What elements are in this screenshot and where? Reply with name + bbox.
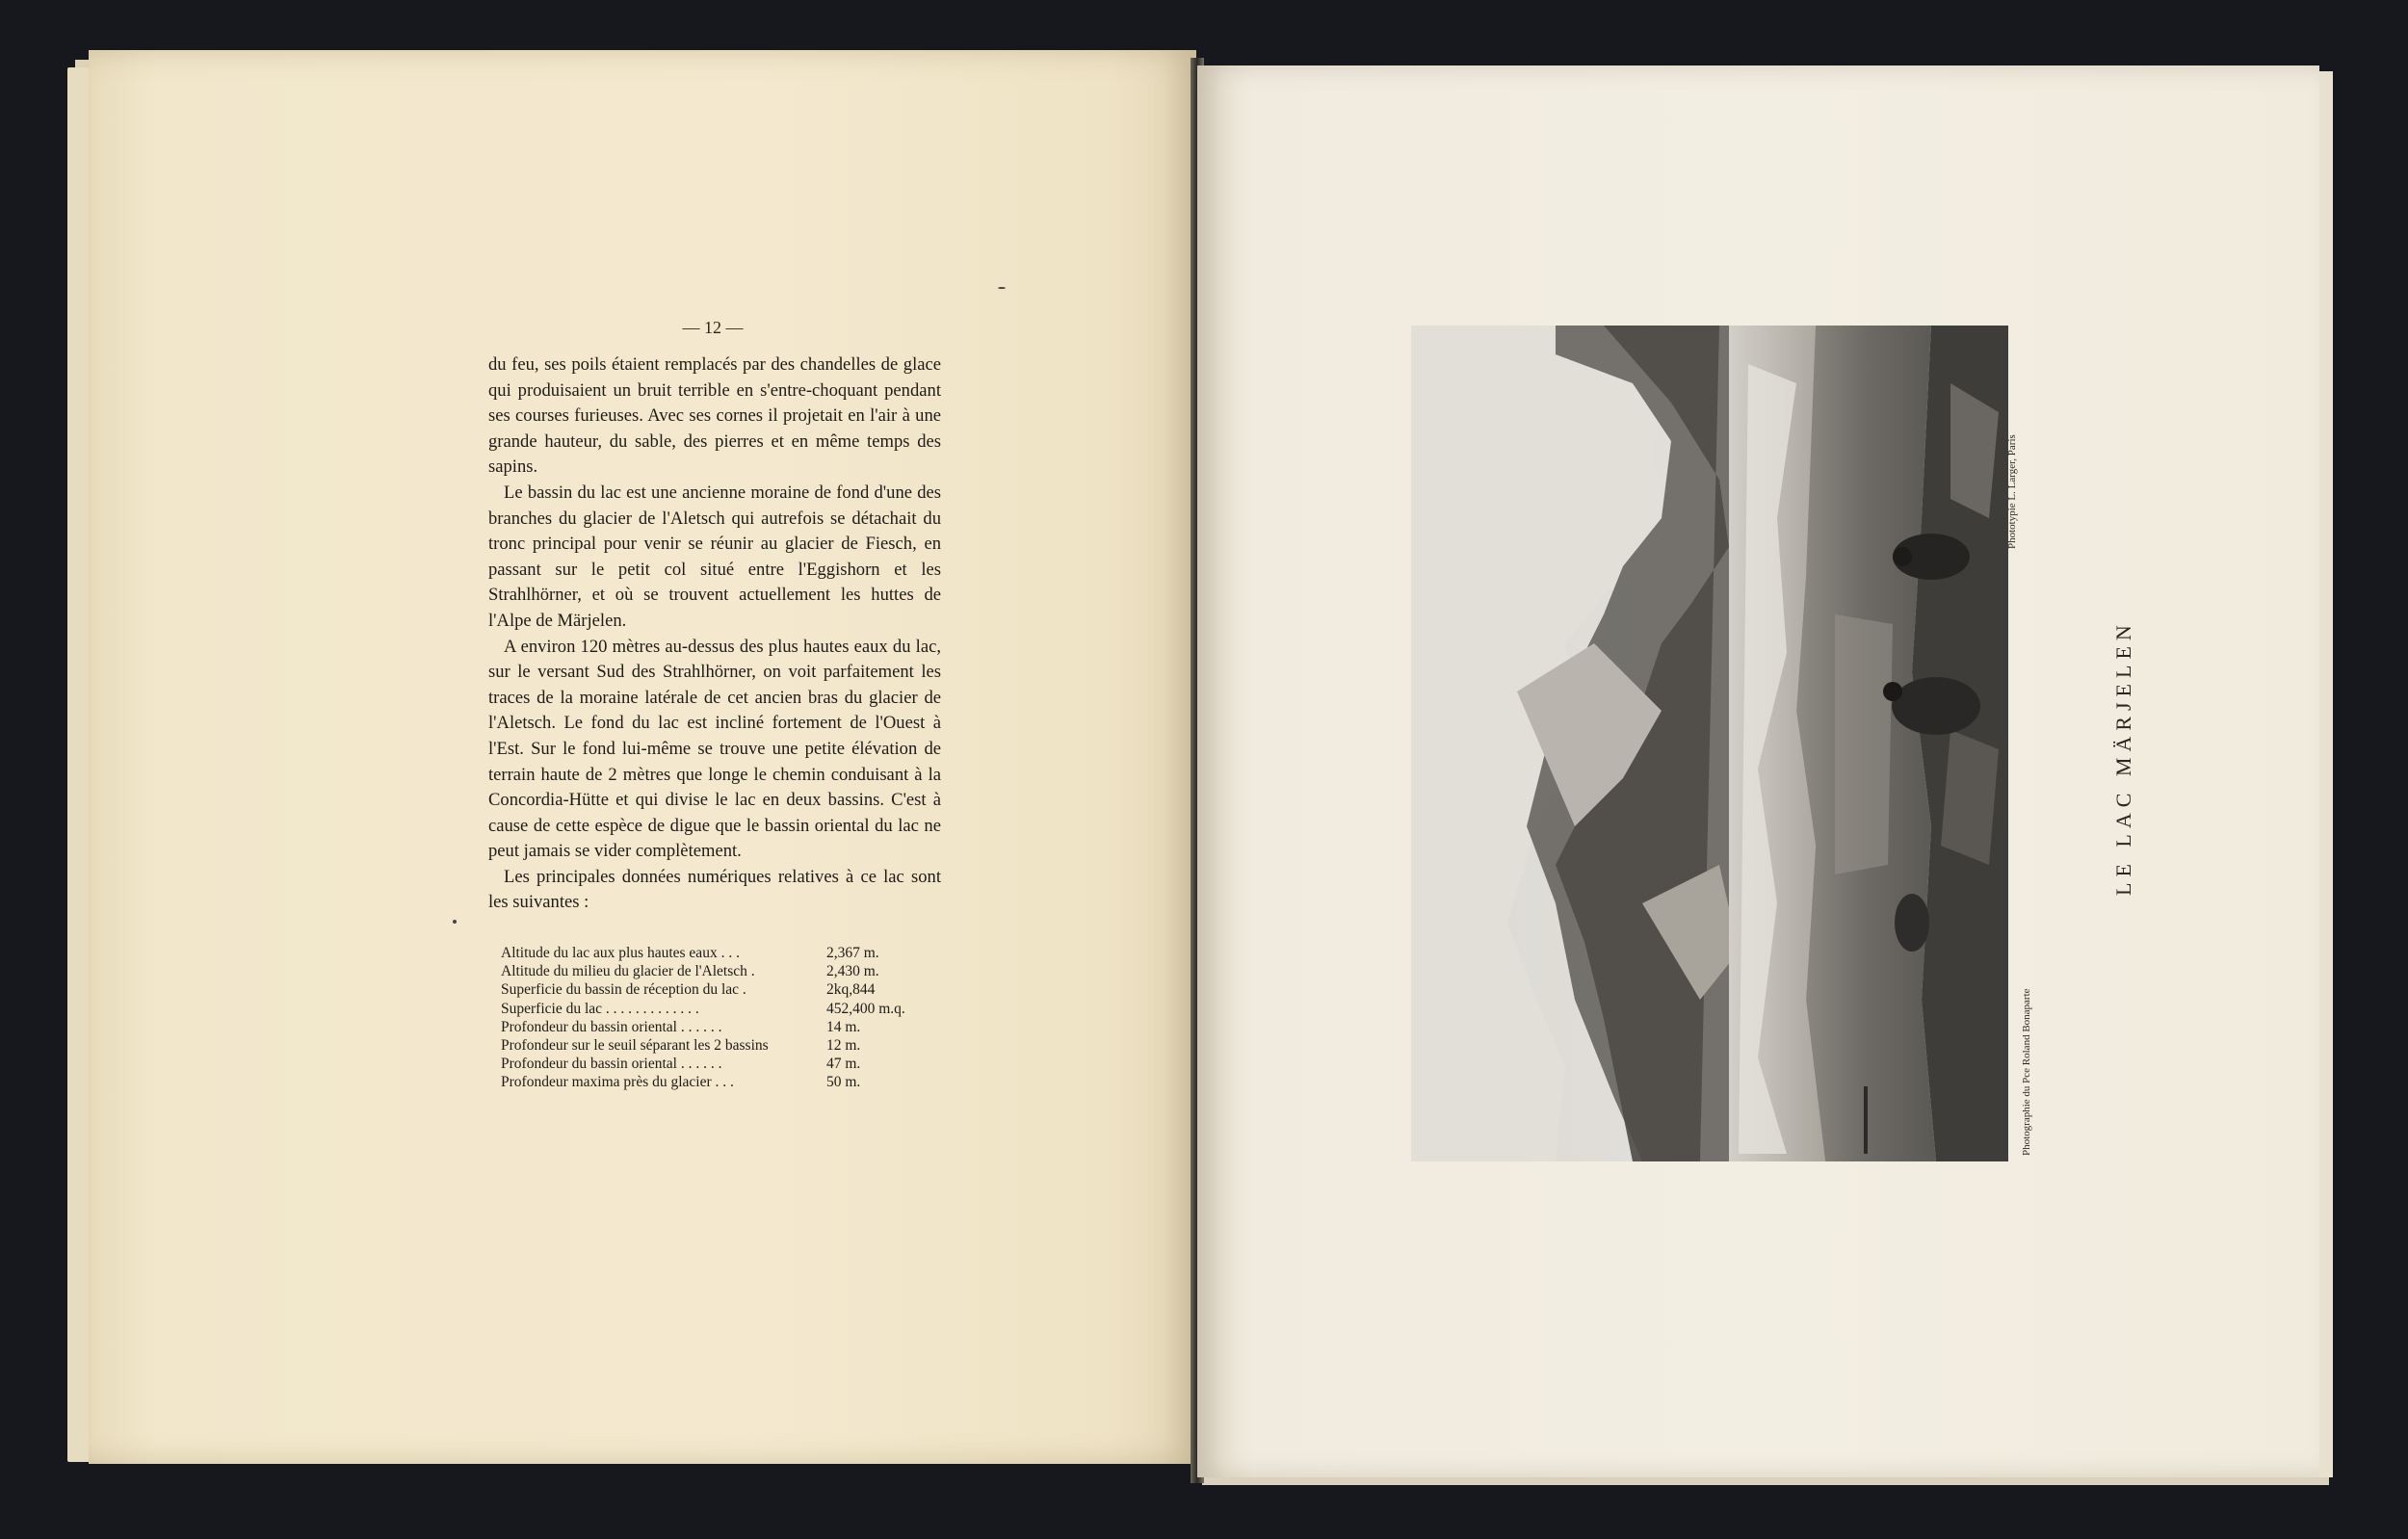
table-row [501, 980, 896, 999]
row-label: Profondeur du bassin oriental . . . . . . [501, 1056, 722, 1073]
row-value: 2,430 m. [826, 963, 879, 980]
table-row [501, 1055, 896, 1073]
row-value: 2kq,844 [826, 981, 876, 999]
lake-photograph [1411, 326, 2008, 1161]
table-row [501, 1018, 896, 1036]
print-credit: Phototypie L. Larger, Paris [2006, 434, 2018, 549]
row-label: Altitude du lac aux plus hautes eaux . . . [501, 945, 740, 961]
table-row [501, 1000, 905, 1018]
paragraph-4: Les principales données numériques relatives à ce lac sont les suivantes : [488, 866, 941, 913]
row-value: 2,367 m. [826, 945, 879, 961]
landscape-photo-image [1411, 326, 2008, 1161]
row-label: Profondeur maxima près du glacier . . . [501, 1074, 734, 1091]
row-value: 14 m. [826, 1018, 861, 1035]
paragraph-2: Le bassin du lac est une ancienne moraine de fond d'une des branches du glacier de l'Aletsch qui autrefois se détachait du tronc principal pour venir se réunir au glacier de Fiesch, en passant sur le petit col situé entre l'Eggishorn et les Strahlhörner, et où se trouvent actuellement les huttes de l'Alpe de Märjelen. [488, 482, 941, 631]
row-label: Profondeur sur le seuil séparant les 2 bassins [501, 1037, 769, 1055]
row-value: 452,400 m.q. [826, 1000, 905, 1017]
row-label: Superficie du lac . . . . . . . . . . . . . [501, 1000, 699, 1017]
row-value: 47 m. [826, 1056, 861, 1073]
table-row [501, 944, 896, 962]
table-row [501, 962, 896, 980]
ink-speck [453, 920, 457, 924]
row-label: Altitude du milieu du glacier de l'Aletsch . [501, 963, 755, 980]
row-label: Superficie du bassin de réception du lac . [501, 981, 746, 999]
lake-data-table [501, 944, 905, 1092]
ink-speck [998, 287, 1006, 289]
photo-credit: Photographie du Pce Roland Bonaparte [2021, 988, 2032, 1156]
table-row [501, 1073, 896, 1091]
table-row [501, 1036, 896, 1055]
paragraph-3: A environ 120 mètres au-dessus des plus hautes eaux du lac, sur le versant Sud des Strahlhörner, on voit parfaitement les traces de la moraine latérale de cet ancien bras du glacier de l'Aletsch. Le fond du lac est incliné fortement de l'Ouest à l'Est. Sur le fond lui-même se trouve une petite élévation de terrain haute de 2 mètres que longe le chemin conduisant à la Concordia-Hütte et qui divise le lac en deux bassins. C'est à cause de cette espèce de digue que le bassin oriental du lac ne peut jamais se vider complètement. [488, 636, 941, 862]
row-value: 50 m. [826, 1074, 861, 1091]
paragraph-1: du feu, ses poils étaient remplacés par des chandelles de glace qui produisaient un bruit terrible en s'entre-choquant pendant ses courses furieuses. Avec ses cornes il projetait en l'air à une grande hauteur, du sable, des pierres et en même temps des sapins. [488, 354, 941, 478]
row-label: Profondeur du bassin oriental . . . . . . [501, 1018, 722, 1035]
body-text [488, 352, 941, 916]
plate-title: LE LAC MÄRJELEN [2111, 619, 2135, 896]
row-value: 12 m. [826, 1037, 861, 1055]
page-number: — 12 — [682, 318, 744, 337]
